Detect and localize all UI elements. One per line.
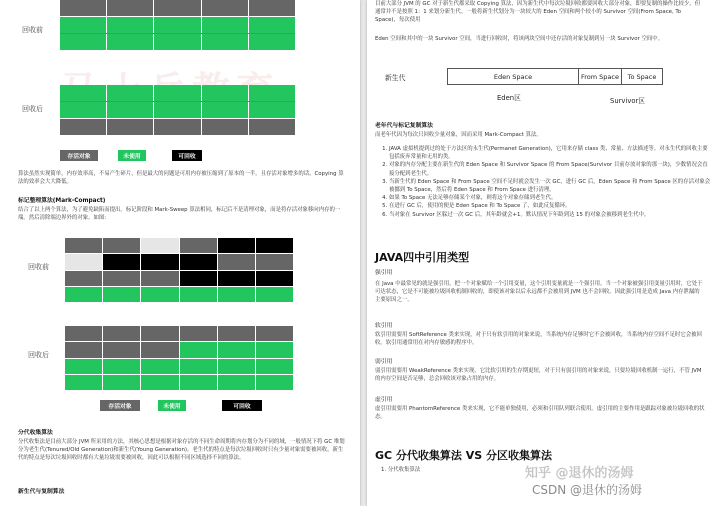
legend-recyclable: 可回收 [222,400,262,411]
list-item: 4. 如果 To Space 无法足够存储某个对象，则将这个对象存储到老生代。 [389,194,711,202]
before-label-bottom: 回收前 [28,263,49,271]
phantom-text: 虚引用需要用 PhantomReference 类来实现，它不能单独使用，必须和引用队列联合使用。虚引用的主要作用是跟踪对象被垃圾回收的状态。 [375,406,705,421]
ref-title: JAVA四中引用类型 [375,251,470,264]
old-list [377,145,711,219]
gc-item-label: 分代收集算法 [387,467,421,473]
gen-text: 分代收集法是目前大部分 JVM 所采用的方法，其核心思想是根据对象存活的不同生命周期将内存划分为不同的域，一般情况下将 GC 堆划分为老生代(Tenured/Old Generation)和新生代(Young Generation)。老生代的特点是每次垃圾回收时只有少量对象需要被回收，新生代的特点是每次垃圾回收时都有大量垃圾需要被回收，因此可以根据不同区域选择不同的算法。 [18,439,345,462]
before-label-top: 回收前 [22,26,43,34]
from-space-box: From Space [578,68,622,85]
soft-title: 软引用 [375,323,393,329]
soft-text: 软引用需要用 SoftReference 类来实现，对于只有软引用的对象来说，当系统内存足够时它不会被回收，当系统内存空间不足时它会被回收。软引用通常用在对内存敏感的程序中。 [375,332,702,347]
mark-compact-title: 标记整理算法(Mark-Compact) [18,198,106,204]
survivor-area-label: Survivor区 [610,97,646,105]
list-item: 3. 当新生代的 Eden Space 和 From Space 空间不足时就会发生一次 GC，进行 GC 后，Eden Space 和 From Space 区的存活对象会被挪到 To Space，然后将 Eden Space 和 From Space 进行清理。 [389,178,711,194]
memory-grid-after-bottom [65,326,293,390]
legend-survive: 存活对象 [60,150,98,161]
eden-area-label: Eden区 [497,94,521,102]
to-space-box: To Space [621,68,663,85]
strong-title: 强引用 [375,270,393,276]
young-gen-label: 新生代 [385,74,406,82]
csdn-watermark: CSDN @退休的汤姆 [532,483,643,497]
after-label-top: 回收后 [22,105,43,113]
legend-recyclable: 可回收 [172,150,202,161]
memory-grid-before-top [60,0,295,50]
phantom-title: 虚引用 [375,397,393,403]
intro-text-2: Eden 空间和其中的一块 Survivor 空间，当进行回收时，将该两块空间中还存活的对象复制到另一块 Survivor 空间中。 [375,36,664,42]
old-intro: 而老年代因为每次只回收少量对象，因而采用 Mark-Compact 算法。 [375,132,542,138]
gen-title: 分代收集算法 [18,430,53,436]
weak-text: 弱引用需要用 WeakReference 类来实现，它比软引用的生存期更短，对于只有弱引用的对象来说，只要垃圾回收机制一运行，不管 JVM 的内存空间是否足够，总会回收该对象占用的内存。 [375,368,702,383]
young-title: 新生代与复制算法 [18,489,65,495]
intro-text: 目前大部分 JVM 的 GC 对于新生代都采取 Copying 算法，因为新生代中每次垃圾回收都要回收大部分对象，即要复制的操作比较少，但通常并不是按照 1：1 来划分新生代。一般将新生代划分为一块较大的 Eden 空间和两个较小的 Survivor 空间(From Space, To Space)，每次使用 [375,1,701,24]
eden-space-box: Eden Space [447,68,579,85]
memory-grid-before-bottom [65,238,293,302]
mark-compact-text: 结合了以上两个算法，为了避免缺陷而提出。标记阶段和 Mark-Sweep 算法相同，标记后不是清理对象，而是将存活对象移向内存的一端。然后清除端边界外的对象。如图: [18,207,341,222]
divider-line [60,101,295,102]
legend-survive: 存活对象 [100,400,140,411]
strong-text: 在 Java 中最常见的就是强引用，把一个对象赋给一个引用变量，这个引用变量就是一个强引用。当一个对象被强引用变量引用时，它处于可达状态，它是不可能被垃圾回收机制回收的，即使该对象以后永远都不会被用到 JVM 也不会回收。因此强引用是造成 Java 内存泄漏的主要原因之一。 [375,281,703,304]
gc-item: 1. 分代收集算法 [381,467,421,473]
weak-title: 弱引用 [375,359,393,365]
zhihu-watermark: 知乎 @退休的汤姆 [525,466,634,481]
legend-unused: 未使用 [158,400,186,411]
gc-title: GC 分代收集算法 VS 分区收集算法 [375,449,553,462]
after-label-bottom: 回收后 [28,351,49,359]
list-item: 2. 对象的内存分配主要在新生代的 Eden Space 和 Survivor Space 的 From Space(Survivor 目前存放对象的那一块)，少数情况会直接分配到老生代。 [389,161,711,177]
old-title: 老年代与标记复制算法 [375,123,433,129]
legend-unused: 未使用 [118,150,146,161]
copying-note: 算法虽然实现简单，内存效率高，不易产生碎片，但是最大的问题是可用内存被压缩到了原本的一半。且存活对象增多的话，Copying 算法的效率会大大降低。 [18,171,344,186]
memory-grid-after-top [60,85,295,135]
right-page [367,0,720,506]
divider-line [60,33,295,34]
list-item: 6. 当对象在 Survivor 区躲过一次 GC 后，其年龄就会+1。默认情况下年龄到达 15 的对象会被移到老生代中。 [389,211,711,219]
list-item: 1. JAVA 虚拟机提到过的处于方法区的永生代(Permanet Generation)，它用来存储 class 类、常量、方法描述等。对永生代的回收主要包括废弃常量和无用的类。 [389,145,711,161]
list-item: 5. 在进行 GC 后，使用的便是 Eden Space 和 To Space 了，如此反复循环。 [389,202,711,210]
